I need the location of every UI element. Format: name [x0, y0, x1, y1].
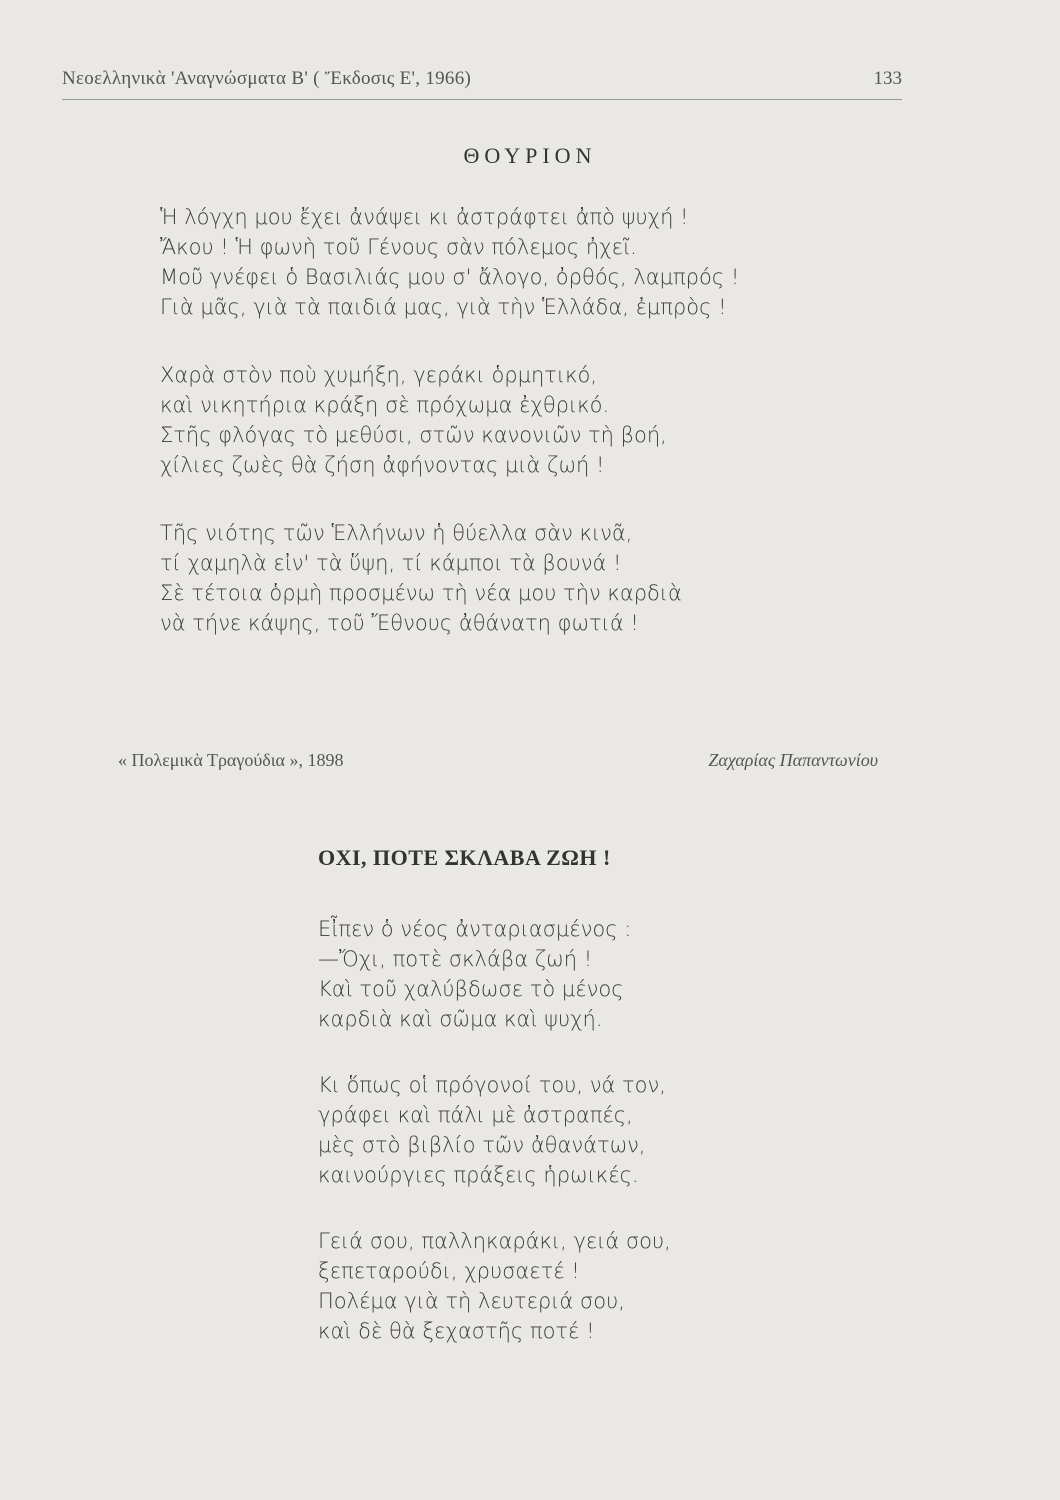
verse-line: μὲς στὸ βιβλίο τῶν ἀθανάτων, — [318, 1133, 646, 1157]
verse-line: ξεπεταρούδι, χρυσαετέ ! — [318, 1259, 580, 1283]
stanza — [318, 1226, 671, 1346]
verse-line: Καὶ τοῦ χαλύβδωσε τὸ μένος — [318, 977, 624, 1001]
verse-line: Γιὰ μᾶς, γιὰ τὰ παιδιά μας, γιὰ τὴν Ἑλλάδα, ἐμπρὸς ! — [160, 295, 727, 319]
page-header — [62, 68, 902, 98]
stanza — [160, 360, 739, 480]
stanza — [318, 1070, 671, 1190]
verse-line: Μοῦ γνέφει ὁ Βασιλιάς μου σ' ἄλογο, ὀρθός, λαμπρός ! — [160, 265, 740, 289]
page-number: 133 — [873, 68, 902, 89]
header-rule — [62, 99, 902, 100]
verse-line: καὶ νικητήρια κράξη σὲ πρόχωμα ἐχθρικό. — [160, 393, 610, 417]
stanza — [160, 518, 739, 638]
poem1-body — [160, 202, 739, 638]
stanza — [160, 202, 739, 322]
stanza — [318, 914, 671, 1034]
verse-line: καινούργιες πράξεις ἡρωικές. — [318, 1163, 639, 1187]
verse-line: Πολέμα γιὰ τὴ λευτεριά σου, — [318, 1289, 625, 1313]
verse-line: Χαρὰ στὸν ποὺ χυμήξη, γεράκι ὁρμητικό, — [160, 363, 598, 387]
verse-line: χίλιες ζωὲς θὰ ζήση ἀφήνοντας μιὰ ζωή ! — [160, 453, 605, 477]
poem2-title: ΟΧΙ, ΠΟΤΕ ΣΚΛΑΒΑ ΖΩΗ ! — [318, 845, 611, 870]
running-title: Νεοελληνικὰ 'Αναγνώσματα Β' ( Ἔκδοσις Ε', 1966) — [62, 68, 472, 89]
poem2-body — [318, 914, 671, 1346]
verse-line: Σὲ τέτοια ὁρμὴ προσμένω τὴ νέα μου τὴν καρδιὰ — [160, 581, 682, 605]
verse-line: Ἡ λόγχη μου ἔχει ἀνάψει κι ἀστράφτει ἀπὸ ψυχή ! — [160, 205, 689, 229]
verse-line: καρδιὰ καὶ σῶμα καὶ ψυχή. — [318, 1007, 603, 1031]
verse-line: τί χαμηλὰ εἰν' τὰ ὕψη, τί κάμποι τὰ βουνά ! — [160, 551, 622, 575]
verse-line: Στῆς φλόγας τὸ μεθύσι, στῶν κανονιῶν τὴ βοή, — [160, 423, 667, 447]
verse-line: καὶ δὲ θὰ ξεχαστῆς ποτέ ! — [318, 1319, 595, 1343]
verse-line: Εἶπεν ὁ νέος ἀνταριασμένος : — [318, 917, 632, 941]
verse-line: Τῆς νιότης τῶν Ἑλλήνων ἡ θύελλα σὰν κινᾶ, — [160, 521, 633, 545]
verse-line: γράφει καὶ πάλι μὲ ἀστραπές, — [318, 1103, 633, 1127]
verse-line: Κι ὅπως οἱ πρόγονοί του, νά τον, — [318, 1073, 666, 1097]
verse-line: Γειά σου, παλληκαράκι, γειά σου, — [318, 1229, 671, 1253]
poem1-author: Ζαχαρίας Παπαντωνίου — [708, 750, 878, 770]
verse-line: Ἄκου ! Ἡ φωνὴ τοῦ Γένους σὰν πόλεμος ἠχεῖ. — [160, 235, 637, 259]
poem1-source: « Πολεμικὰ Τραγούδια », 1898 — [118, 750, 344, 770]
verse-line: —Ὄχι, ποτὲ σκλάβα ζωή ! — [318, 947, 593, 971]
verse-line: νὰ τήνε κάψης, τοῦ Ἔθνους ἀθάνατη φωτιά ! — [160, 611, 639, 635]
poem1-citation — [118, 750, 878, 778]
poem1-title: ΘΟΥΡΙΟΝ — [463, 143, 597, 168]
